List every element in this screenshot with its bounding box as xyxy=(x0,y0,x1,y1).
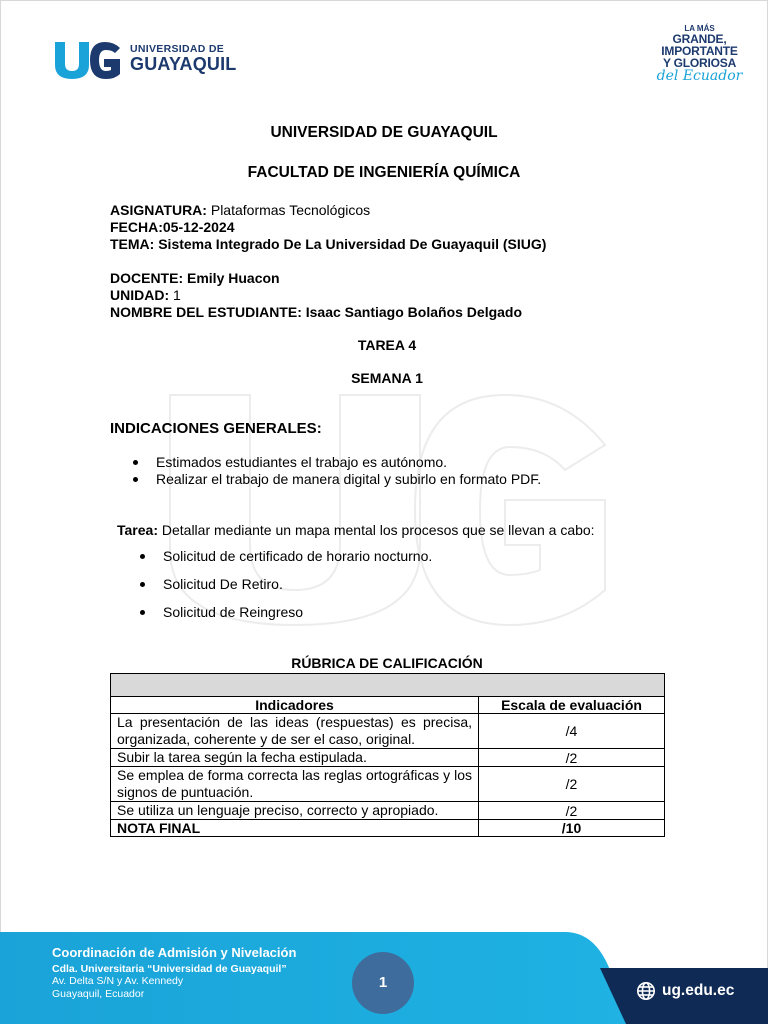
asignatura-line xyxy=(110,202,370,219)
task-list xyxy=(137,548,432,632)
list-item-text: Solicitud de certificado de horario nocturno. xyxy=(163,548,433,564)
indicator-cell: Subir la tarea según la fecha estipulada. xyxy=(111,749,479,767)
list-item-text: Realizar el trabajo de manera digital y subirlo en formato PDF. xyxy=(156,471,542,487)
list-item-text: Solicitud De Retiro. xyxy=(163,576,283,592)
website-link[interactable]: ug.edu.ec xyxy=(662,982,735,999)
university-logo xyxy=(52,38,242,80)
logo-text-line1: UNIVERSIDAD DE xyxy=(130,43,225,55)
list-item xyxy=(137,576,432,604)
bullet-icon xyxy=(140,554,145,559)
asignatura-value: Plataformas Tecnológicos xyxy=(206,202,371,218)
table-row xyxy=(111,802,665,820)
indicator-cell: Se utiliza un lenguaje preciso, correcto y apropiado. xyxy=(111,802,479,820)
slogan-line2: GRANDE, xyxy=(672,32,727,46)
table-header-row xyxy=(111,697,665,714)
estudiante-text: NOMBRE DEL ESTUDIANTE: Isaac Santiago Bolaños Delgado xyxy=(110,304,523,320)
score-cell: /2 xyxy=(479,749,665,767)
table-header-band xyxy=(111,674,665,697)
estudiante-line xyxy=(110,304,522,321)
unidad-line xyxy=(110,287,181,304)
footer-office: Coordinación de Admisión y Nivelación xyxy=(52,945,297,960)
unidad-label: UNIDAD: xyxy=(110,287,170,303)
unidad-value: 1 xyxy=(169,287,181,303)
bullet-icon xyxy=(133,460,138,465)
column-header-scale: Escala de evaluación xyxy=(479,697,665,714)
slogan-line4: Y GLORIOSA xyxy=(662,56,737,70)
task-line xyxy=(117,522,595,538)
page-number: 1 xyxy=(352,952,414,1014)
indicator-cell: La presentación de las ideas (respuestas) es precisa, organizada, coherente y de ser el caso, original. xyxy=(111,714,479,749)
slogan-line5: del Ecuador xyxy=(656,68,743,84)
indicaciones-list xyxy=(130,454,541,488)
column-header-indicators: Indicadores xyxy=(111,697,479,714)
docente-line xyxy=(110,270,280,287)
list-item xyxy=(137,604,432,632)
indicator-cell: Se emplea de forma correcta las reglas ortográficas y los signos de puntuación. xyxy=(111,767,479,802)
table-row xyxy=(111,714,665,749)
final-row xyxy=(111,820,665,837)
list-item xyxy=(130,454,541,471)
list-item xyxy=(137,548,432,576)
footer-address-line3: Guayaquil, Ecuador xyxy=(52,988,145,1000)
task-label: Tarea: xyxy=(117,522,158,538)
bullet-icon xyxy=(140,610,145,615)
score-cell: /2 xyxy=(479,802,665,820)
task-text: Detallar mediante un mapa mental los procesos que se llevan a cabo: xyxy=(157,522,595,538)
table-row xyxy=(111,767,665,802)
table-row xyxy=(111,749,665,767)
indicaciones-heading: INDICACIONES GENERALES: xyxy=(110,420,322,437)
globe-icon xyxy=(636,981,656,1001)
semana-title: SEMANA 1 xyxy=(351,370,423,386)
table-header-band-cell xyxy=(111,674,665,697)
fecha-text: FECHA:05-12-2024 xyxy=(110,219,235,235)
logo-text-line2: GUAYAQUIL xyxy=(130,54,237,74)
list-item-text: Estimados estudiantes el trabajo es autónomo. xyxy=(156,454,448,470)
tema-line xyxy=(110,236,546,253)
tarea-title: TAREA 4 xyxy=(357,337,417,353)
tema-text: TEMA: Sistema Integrado De La Universidad De Guayaquil (SIUG) xyxy=(110,236,547,252)
rubric-title: RÚBRICA DE CALIFICACIÓN xyxy=(291,655,483,671)
fecha-line xyxy=(110,219,235,236)
asignatura-label: ASIGNATURA: xyxy=(110,202,207,218)
bullet-icon xyxy=(140,582,145,587)
score-cell: /2 xyxy=(479,767,665,802)
rubric-table xyxy=(110,673,665,837)
university-title: UNIVERSIDAD DE GUAYAQUIL xyxy=(270,124,498,141)
page-footer xyxy=(0,930,768,1024)
score-cell: /4 xyxy=(479,714,665,749)
slogan-line3: IMPORTANTE xyxy=(661,44,738,58)
footer-address-line1: Cdla. Universitaria “Universidad de Guayaquil” xyxy=(52,963,287,975)
ug-logo-icon xyxy=(52,38,124,80)
final-score-cell: /10 xyxy=(479,820,665,837)
bullet-icon xyxy=(133,477,138,482)
docente-text: DOCENTE: Emily Huacon xyxy=(110,270,280,286)
faculty-title: FACULTAD DE INGENIERÍA QUÍMICA xyxy=(247,164,521,181)
slogan-line1: LA MÁS xyxy=(684,24,715,33)
final-label-cell: NOTA FINAL xyxy=(111,820,479,837)
list-item xyxy=(130,471,541,488)
footer-address-line2: Av. Delta S/N y Av. Kennedy xyxy=(52,975,184,987)
slogan-logo xyxy=(652,24,747,94)
list-item-text: Solicitud de Reingreso xyxy=(163,604,304,620)
